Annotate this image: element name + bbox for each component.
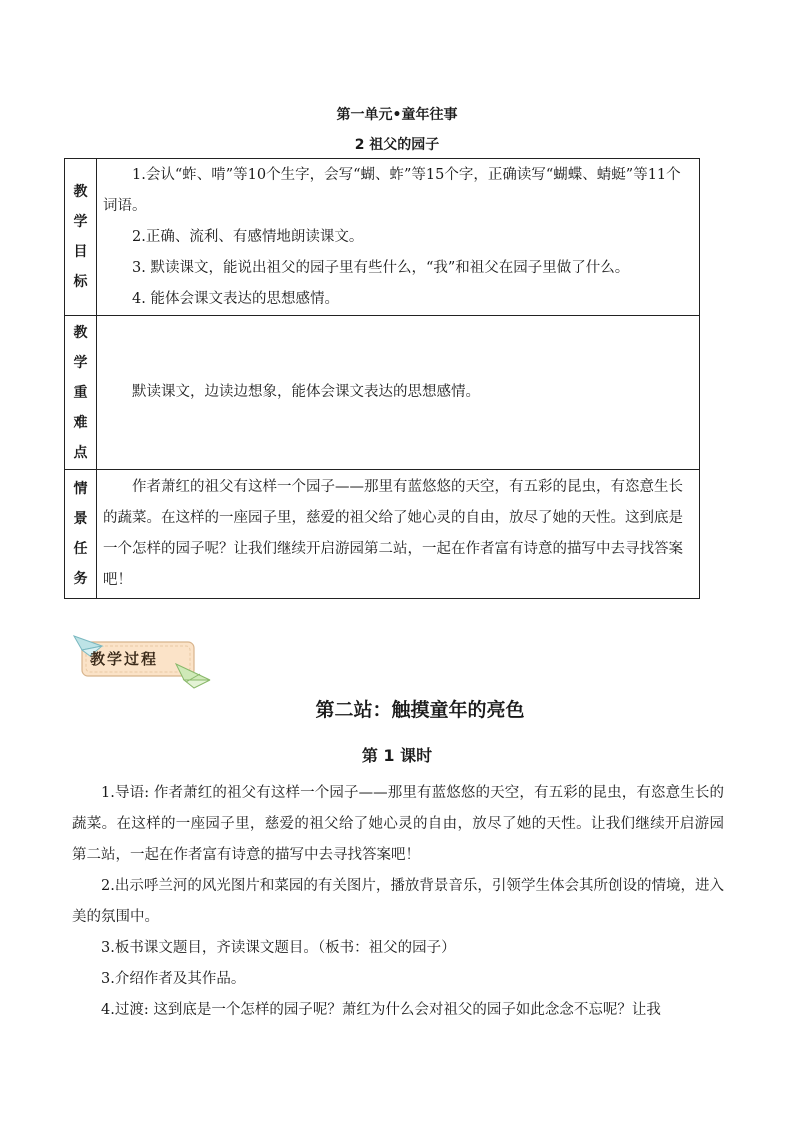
goals-header-char: 教 <box>73 184 88 200</box>
unit-title: 第一单元•童年往事 <box>336 107 458 123</box>
table-row-scenario-task <box>65 470 700 599</box>
paragraph: 3.板书课文题目，齐读课文题目。（板书：祖父的园子） <box>101 940 456 956</box>
key-header-char: 教 <box>73 324 88 341</box>
table-row-goals <box>65 159 700 316</box>
lesson-period-title: 第 1 课时 <box>361 746 433 765</box>
goal-item: 4. 能体会课文表达的思想感情。 <box>132 290 339 307</box>
scenario-task-header <box>65 470 97 599</box>
task-header-char: 任 <box>73 541 88 557</box>
key-header-char: 重 <box>73 384 88 401</box>
scenario-task-cell <box>97 470 700 599</box>
key-header-char: 点 <box>73 444 88 461</box>
paragraph: 2.出示呼兰河的风光图片和菜园的有关图片，播放背景音乐，引领学生体会其所创设的情境，进入美的氛围中。 <box>72 878 724 925</box>
key-header-char: 难 <box>73 414 88 431</box>
task-header-char: 情 <box>73 481 88 497</box>
task-header-char: 务 <box>73 571 88 587</box>
scenario-task-text: 作者萧红的祖父有这样一个园子——那里有蓝悠悠的天空，有五彩的昆虫，有恣意生长的蔬菜。在这样的一座园子里，慈爱的祖父给了她心灵的自由，放尽了她的天性。这到底是一个怎样的园子呢？让我们继续开启游园第二站，一起在作者富有诗意的描写中去寻找答案吧！ <box>103 479 683 588</box>
table-row-key-points <box>65 316 700 470</box>
goals-cell <box>97 159 700 316</box>
key-points-header <box>65 316 97 470</box>
goals-header-char: 目 <box>73 244 88 260</box>
key-points-text: 默读课文，边读边想象，能体会课文表达的思想感情。 <box>132 384 480 400</box>
goals-header-char: 学 <box>73 214 88 230</box>
section-title: 第二站：触摸童年的亮色 <box>315 699 525 721</box>
lesson-title: 2 祖父的园子 <box>354 137 440 153</box>
goals-header-char: 标 <box>73 274 88 290</box>
goal-item: 3. 默读课文，能说出祖父的园子里有些什么，“我”和祖父在园子里做了什么。 <box>132 259 630 276</box>
key-header-char: 学 <box>73 354 88 371</box>
goal-item: 2.正确、流利、有感情地朗读课文。 <box>132 228 364 245</box>
lesson-plan-table <box>64 158 700 599</box>
teaching-process-badge <box>68 630 216 690</box>
lesson-body <box>72 778 724 1026</box>
paragraph: 3.介绍作者及其作品。 <box>101 971 246 987</box>
paragraph: 1.导语: 作者萧红的祖父有这样一个园子——那里有蓝悠悠的天空，有五彩的昆虫，有恣意生长的蔬菜。在这样的一座园子里，慈爱的祖父给了她心灵的自由，放尽了她的天性。让我们继续开启游园第二站，一起在作者富有诗意的描写中去寻找答案吧！ <box>72 785 724 863</box>
paragraph: 4.过渡: 这到底是一个怎样的园子呢？萧红为什么会对祖父的园子如此念念不忘呢？让我 <box>101 1002 661 1018</box>
goal-item: 1.会认“蚱、啃”等10个生字，会写“蝴、蚱”等15个字，正确读写“蝴蝶、蜻蜓”等11个词语。 <box>103 166 681 214</box>
task-header-char: 景 <box>73 511 88 527</box>
goals-header <box>65 159 97 316</box>
badge-label: 教学过程 <box>90 650 159 668</box>
key-points-cell <box>97 316 700 470</box>
